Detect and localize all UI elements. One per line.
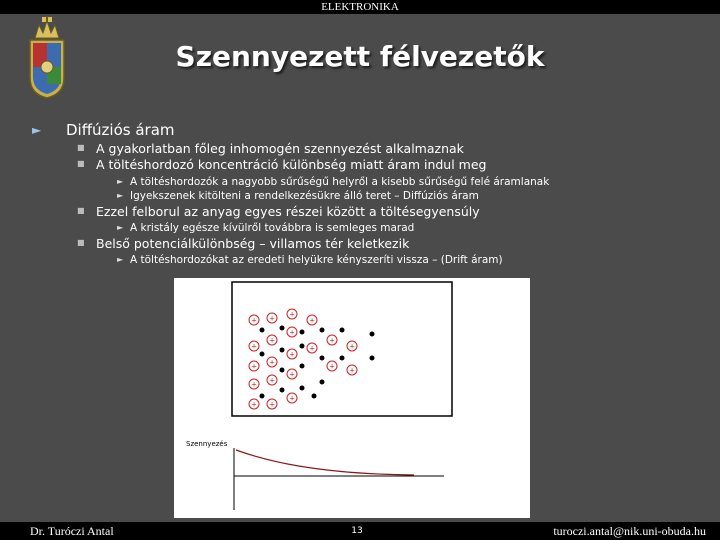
square-bullet-icon: ■ xyxy=(77,159,85,168)
electron-dot xyxy=(280,368,285,373)
bullet-text: A töltéshordozók a nagyobb sűrűségű helyről a kisebb sűrűségű felé áramlanak xyxy=(130,176,550,188)
ion-sign-label: + xyxy=(289,394,295,403)
electron-dot xyxy=(300,364,305,369)
arrow-bullet-icon: ► xyxy=(117,191,124,200)
bullet-text: A töltéshordozó koncentráció különbség miatt áram indul meg xyxy=(96,157,487,172)
bullet-text: Ezzel felborul az anyag egyes részei között a töltésegyensúly xyxy=(96,204,480,219)
arrow-bullet-icon: ► xyxy=(117,255,124,264)
bullet-text: A töltéshordozókat az eredeti helyükre kényszeríti vissza – (Drift áram) xyxy=(130,254,503,266)
ion-sign-label: + xyxy=(349,366,355,375)
electron-dot xyxy=(340,328,345,333)
ion-sign-label: + xyxy=(289,328,295,337)
ion-sign-label: + xyxy=(251,362,257,371)
bullet-text: Belső potenciálkülönbség – villamos tér keletkezik xyxy=(96,236,410,251)
electron-dot xyxy=(260,328,265,333)
arrow-bullet-icon: ► xyxy=(117,223,124,232)
electron-dot xyxy=(260,352,265,357)
square-bullet-icon: ■ xyxy=(77,238,85,247)
electron-dot xyxy=(340,356,345,361)
ion-sign-label: + xyxy=(269,314,275,323)
bullet-item xyxy=(77,157,486,172)
electron-dot xyxy=(320,356,325,361)
ion-sign-label: + xyxy=(269,336,275,345)
bullet-item xyxy=(77,236,409,251)
square-bullet-icon: ■ xyxy=(77,143,85,152)
bullet-main xyxy=(32,121,175,139)
bullet-text: A gyakorlatban főleg inhomogén szennyezést alkalmaznak xyxy=(96,141,464,156)
ion-sign-label: + xyxy=(251,400,257,409)
ion-sign-label: + xyxy=(289,370,295,379)
electron-dot xyxy=(320,380,325,385)
electron-dot xyxy=(370,332,375,337)
electron-dot xyxy=(300,330,305,335)
electron-dot xyxy=(320,328,325,333)
electron-dot xyxy=(312,394,317,399)
ion-sign-label: + xyxy=(289,310,295,319)
course-header: ELEKTRONIKA xyxy=(0,0,720,14)
footer-email: turoczi.antal@nik.uni-obuda.hu xyxy=(553,524,706,538)
sub-bullet-item xyxy=(117,222,414,234)
bullet-text: Igyekszenek kitölteni a rendelkezésükre álló teret – Diffúziós áram xyxy=(130,190,479,202)
sub-bullet-item xyxy=(117,254,503,266)
electron-dot xyxy=(260,394,265,399)
footer-page-number: 13 xyxy=(351,526,363,536)
ion-sign-label: + xyxy=(329,362,335,371)
bullet-text: A kristály egésze kívülről továbbra is semleges marad xyxy=(130,222,415,234)
sub-bullet-item xyxy=(117,190,479,202)
concentration-curve xyxy=(236,450,414,475)
diffusion-diagram xyxy=(174,278,530,518)
electron-dot xyxy=(280,348,285,353)
ion-sign-label: + xyxy=(349,342,355,351)
ion-sign-label: + xyxy=(289,350,295,359)
crystal-box xyxy=(232,282,452,416)
ion-sign-label: + xyxy=(309,316,315,325)
slide-title: Szennyezett félvezetők xyxy=(175,40,545,73)
axis-label: Szennyezés xyxy=(186,440,228,448)
bullet-item xyxy=(77,141,464,156)
ion-sign-label: + xyxy=(269,358,275,367)
electron-dot xyxy=(370,356,375,361)
ion-sign-label: + xyxy=(251,316,257,325)
footer-author: Dr. Turóczi Antal xyxy=(30,524,114,538)
ion-sign-label: + xyxy=(251,342,257,351)
sub-bullet-item xyxy=(117,176,549,188)
bullet-arrow-icon: ► xyxy=(32,123,42,137)
electron-dot xyxy=(280,326,285,331)
electron-dot xyxy=(300,344,305,349)
bullet-item xyxy=(77,204,480,219)
diffusion-figure xyxy=(174,278,530,518)
ion-sign-label: + xyxy=(269,376,275,385)
ion-sign-label: + xyxy=(309,344,315,353)
ion-sign-label: + xyxy=(329,336,335,345)
square-bullet-icon: ■ xyxy=(77,206,85,215)
bullet-main-text: Diffúziós áram xyxy=(66,121,175,139)
ion-sign-label: + xyxy=(251,380,257,389)
arrow-bullet-icon: ► xyxy=(117,177,124,186)
ion-sign-label: + xyxy=(269,400,275,409)
electron-dot xyxy=(300,386,305,391)
electron-dot xyxy=(280,388,285,393)
